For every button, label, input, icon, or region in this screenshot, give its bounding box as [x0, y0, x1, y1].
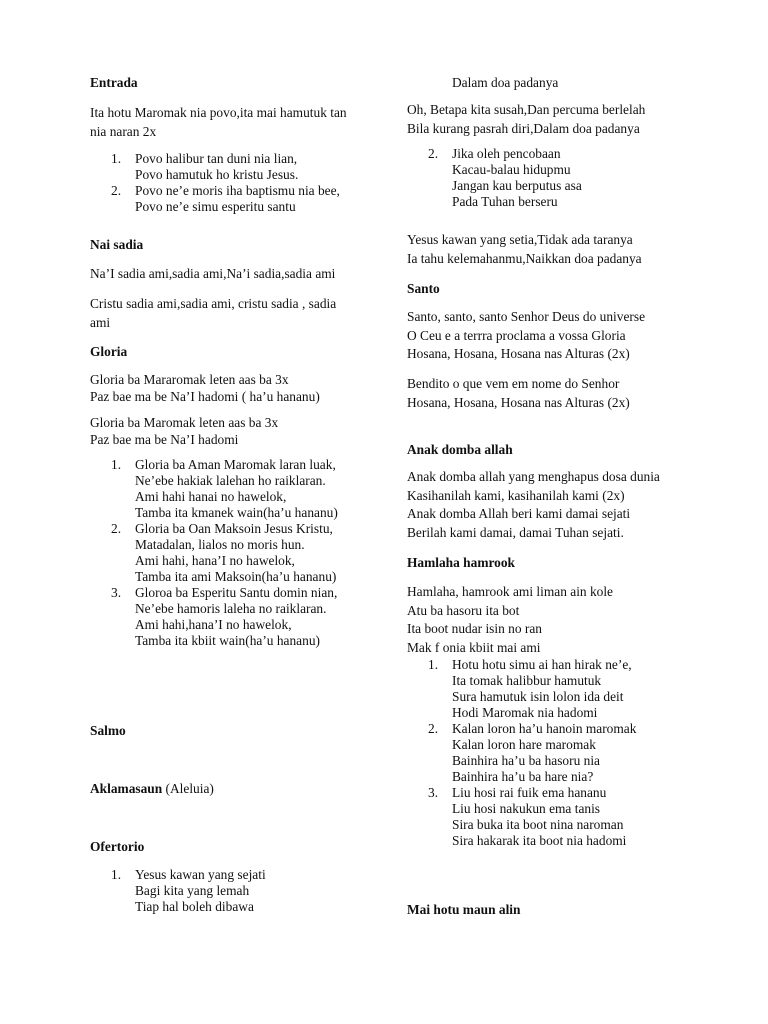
text-line: Sira buka ita boot nina naroman: [452, 817, 624, 832]
text-line: Liu hosi nakukun ema tanis: [452, 801, 601, 816]
ofertorio-list-2: [407, 146, 707, 210]
text-line: Ami hahi, hana’I no hawelok,: [135, 553, 295, 568]
text-line: Ami hahi,hana’I no hawelok,: [135, 617, 292, 632]
text-line: Bainhira ha’u ba hasoru nia: [452, 753, 600, 768]
text-line: Povo ne’e simu esperitu santu: [135, 199, 296, 214]
list-item: [90, 457, 390, 521]
list-number: 1.: [111, 151, 122, 166]
list-number: 1.: [111, 867, 122, 882]
santo-paragraph: [407, 308, 645, 364]
ofertorio-list: [90, 867, 390, 915]
ofertorio-continued-line: Dalam doa padanya: [452, 75, 559, 90]
entrada-intro: [90, 104, 347, 141]
text-line: Mak f onia kbiit mai ami: [407, 639, 541, 655]
anak-domba-paragraph: [407, 468, 660, 542]
text-line: ami: [90, 314, 111, 330]
text-line: Sira hakarak ita boot nia hadomi: [452, 833, 627, 848]
text-line: Yesus kawan yang setia,Tidak ada taranya: [407, 232, 633, 247]
heading-hamlaha: Hamlaha hamrook: [407, 555, 516, 570]
text-line: Santo, santo, santo Senhor Deus do universe: [407, 309, 646, 324]
text-line: Oh, Betapa kita susah,Dan percuma berlelah: [407, 102, 646, 117]
list-item: [407, 785, 707, 849]
heading-anak-domba: Anak domba allah: [407, 442, 513, 457]
gloria-paragraph: [90, 372, 320, 405]
text-line: Paz bae ma be Na’I hadomi ( ha’u hananu): [90, 388, 320, 404]
text-line: Tamba ita kmanek wain(ha’u hananu): [135, 505, 338, 520]
heading-santo: Santo: [407, 281, 440, 296]
santo-paragraph: [407, 375, 630, 412]
text-line: Tiap hal boleh dibawa: [135, 899, 254, 914]
text-line: Kalan loron hare maromak: [452, 737, 596, 752]
nai-sadia-paragraph: [90, 295, 336, 332]
heading-nai-sadia: Nai sadia: [90, 237, 144, 252]
text-line: Kacau-balau hidupmu: [452, 162, 571, 177]
text-line: O Ceu e a terrra proclama a vossa Gloria: [407, 327, 626, 343]
text-line: Ita hotu Maromak nia povo,ita mai hamutuk tan: [90, 105, 347, 120]
text-line: Gloria ba Aman Maromak laran luak,: [135, 457, 336, 472]
list-item: [90, 585, 390, 649]
list-number: 1.: [111, 457, 122, 472]
list-number: 3.: [111, 585, 122, 600]
gloria-list: [90, 457, 390, 649]
text-line: Anak domba allah yang menghapus dosa dunia: [407, 469, 660, 484]
text-line: Pada Tuhan berseru: [452, 194, 558, 209]
text-line: Ia tahu kelemahanmu,Naikkan doa padanya: [407, 250, 642, 266]
text-line: Cristu sadia ami,sadia ami, cristu sadia , sadia: [90, 296, 337, 311]
list-item: [90, 151, 390, 183]
list-item: [90, 867, 390, 915]
text-line: Tamba ita kbiit wain(ha’u hananu): [135, 633, 320, 648]
list-number: 2.: [111, 183, 122, 198]
text-line: Jangan kau berputus asa: [452, 178, 582, 193]
text-line: Tamba ita ami Maksoin(ha’u hananu): [135, 569, 337, 584]
heading-mai-hotu: Mai hotu maun alin: [407, 902, 521, 917]
text-line: Hamlaha, hamrook ami liman ain kole: [407, 584, 614, 599]
list-item: [407, 146, 707, 210]
text-line: Paz bae ma be Na’I hadomi: [90, 431, 239, 447]
text-line: Ne’ebe hakiak lalehan ho raiklaran.: [135, 473, 326, 488]
text-line: Gloria ba Oan Maksoin Jesus Kristu,: [135, 521, 333, 536]
list-number: 2.: [111, 521, 122, 536]
heading-gloria: Gloria: [90, 344, 128, 359]
text-line: Hosana, Hosana, Hosana nas Alturas (2x): [407, 346, 630, 361]
text-line: Kalan loron ha’u hanoin maromak: [452, 721, 637, 736]
text-line: Anak domba Allah beri kami damai sejati: [407, 506, 631, 521]
hamlaha-list: [407, 657, 707, 849]
text-line: Povo ne’e moris iha baptismu nia bee,: [135, 183, 340, 198]
text-line: Bainhira ha’u ba hare nia?: [452, 769, 594, 784]
text-line: Hodi Maromak nia hadomi: [452, 705, 598, 720]
heading-ofertorio: Ofertorio: [90, 839, 145, 854]
list-item: [90, 183, 390, 215]
aklamasaun-line: [90, 780, 214, 799]
list-number: 3.: [428, 785, 439, 800]
heading-salmo: Salmo: [90, 723, 126, 738]
ofertorio-chorus: [407, 101, 645, 138]
list-number: 2.: [428, 146, 439, 161]
text-line: Gloroa ba Esperitu Santu domin nian,: [135, 585, 338, 600]
text-line: Sura hamutuk isin lolon ida deit: [452, 689, 624, 704]
text-line: Liu hosi rai fuik ema hananu: [452, 785, 607, 800]
text-line: Atu ba hasoru ita bot: [407, 602, 520, 618]
list-item: [407, 721, 707, 785]
text-line: Gloria ba Mararomak leten aas ba 3x: [90, 372, 289, 387]
text-line: Ita boot nudar isin no ran: [407, 621, 542, 636]
text-line: Povo hamutuk ho kristu Jesus.: [135, 167, 299, 182]
list-number: 1.: [428, 657, 439, 672]
text-line: Bendito o que vem em nome do Senhor: [407, 376, 620, 391]
heading-aklamasaun: Aklamasaun: [90, 781, 163, 796]
list-item: [90, 521, 390, 585]
text-line: Bagi kita yang lemah: [135, 883, 250, 898]
hamlaha-paragraph: [407, 583, 613, 657]
entrada-list: [90, 151, 390, 215]
aklamasaun-note: (Aleluia): [162, 781, 214, 796]
gloria-paragraph: [90, 415, 278, 448]
ofertorio-chorus: [407, 231, 642, 268]
text-line: Berilah kami damai, damai Tuhan sejati.: [407, 524, 624, 540]
heading-entrada: Entrada: [90, 75, 138, 90]
text-line: Ne’ebe hamoris laleha no raiklaran.: [135, 601, 327, 616]
list-number: 2.: [428, 721, 439, 736]
text-line: Povo halibur tan duni nia lian,: [135, 151, 298, 166]
text-line: Gloria ba Maromak leten aas ba 3x: [90, 415, 279, 430]
text-line: Ami hahi hanai no hawelok,: [135, 489, 287, 504]
text-line: Hosana, Hosana, Hosana nas Alturas (2x): [407, 394, 630, 410]
text-line: Ita tomak halibbur hamutuk: [452, 673, 602, 688]
nai-sadia-paragraph: Na’I sadia ami,sadia ami,Na’i sadia,sadia ami: [90, 266, 336, 281]
text-line: Jika oleh pencobaan: [452, 146, 561, 161]
list-item: [407, 657, 707, 721]
text-line: nia naran 2x: [90, 123, 157, 139]
text-line: Bila kurang pasrah diri,Dalam doa padanya: [407, 120, 640, 136]
text-line: Hotu hotu simu ai han hirak ne’e,: [452, 657, 632, 672]
text-line: Kasihanilah kami, kasihanilah kami (2x): [407, 487, 625, 503]
text-line: Yesus kawan yang sejati: [135, 867, 266, 882]
text-line: Matadalan, lialos no moris hun.: [135, 537, 305, 552]
